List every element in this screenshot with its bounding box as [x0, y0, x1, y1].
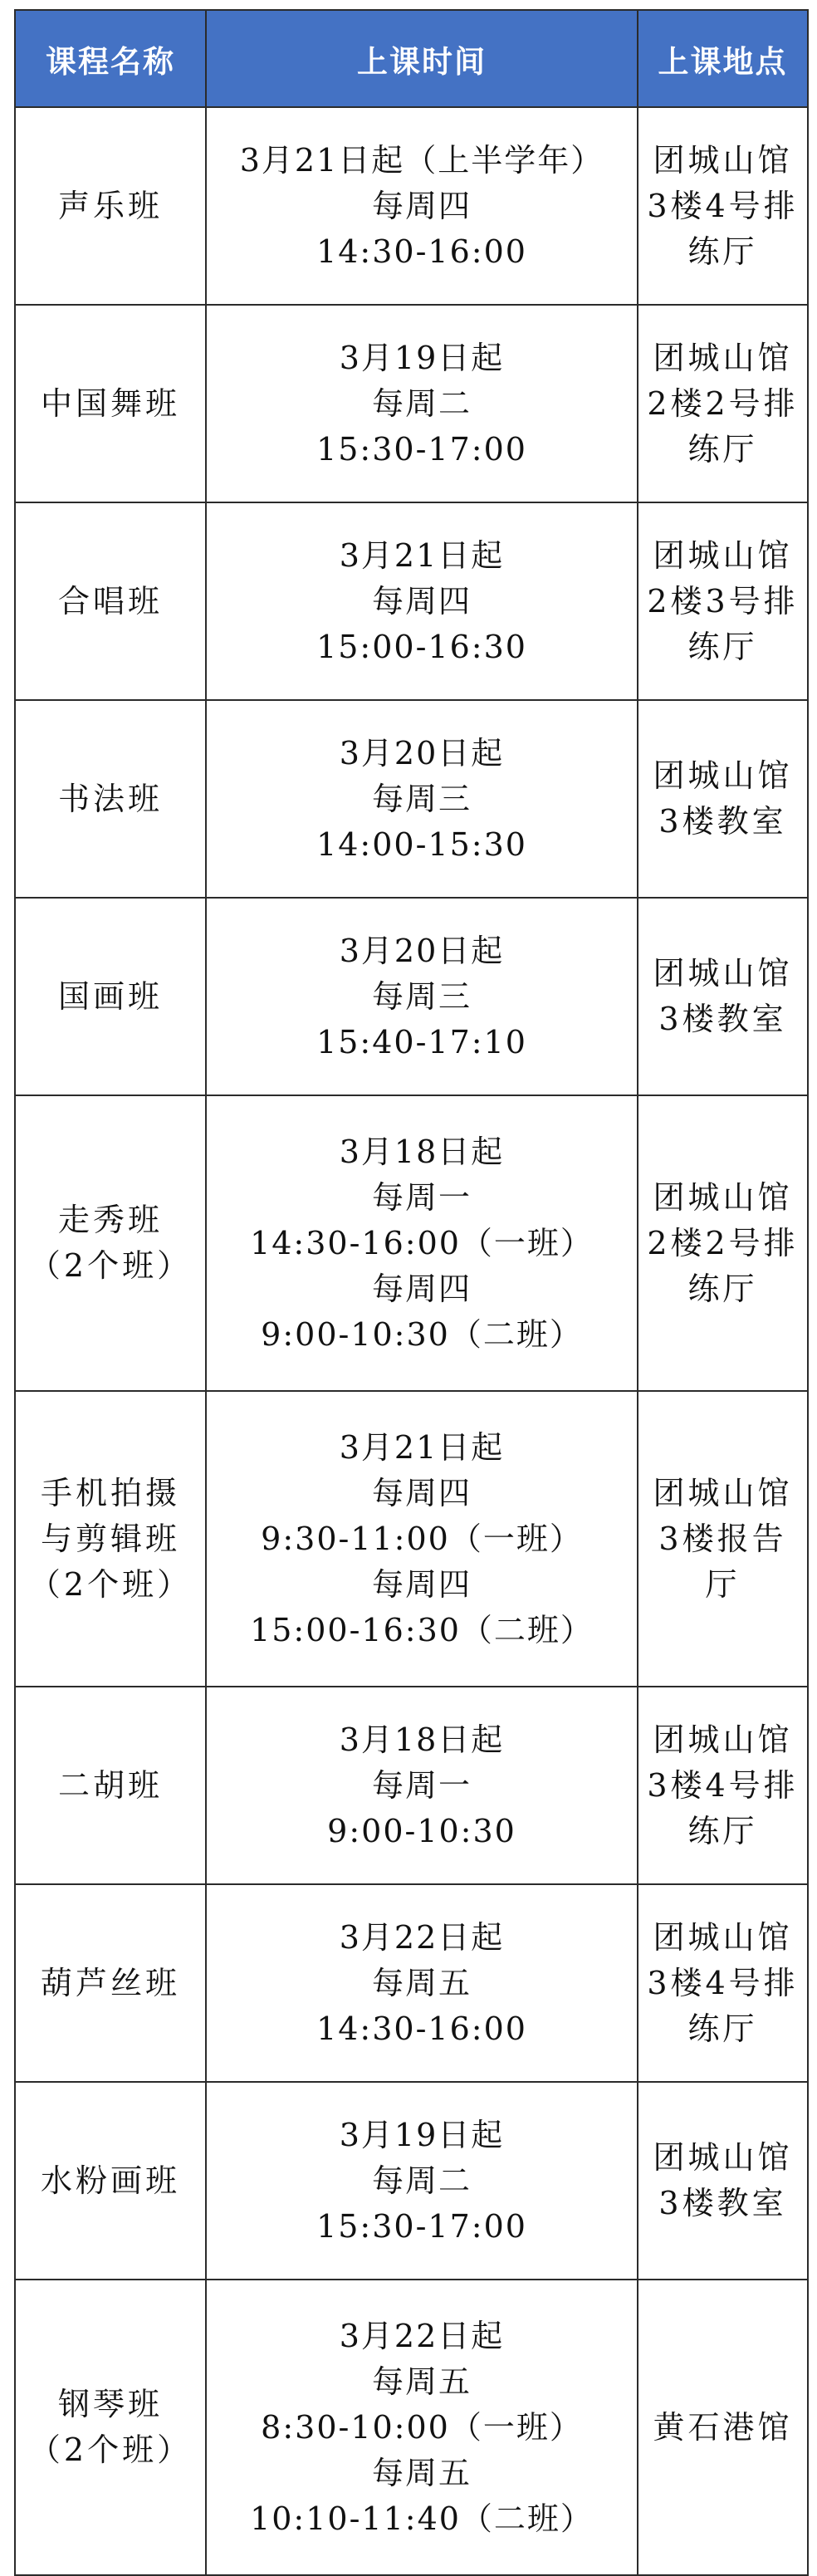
- course-name-line: 二胡班: [57, 1766, 163, 1804]
- course-name-line: 合唱班: [57, 582, 163, 620]
- course-name-line: 走秀班: [57, 1202, 163, 1238]
- class-place-line: 练厅: [687, 2010, 758, 2047]
- table-row: [15, 2082, 808, 2280]
- class-time-line: 3月21日起（上半学年）: [239, 141, 604, 179]
- class-place-cell: [638, 2082, 808, 2280]
- class-time-line: 3月18日起: [339, 1133, 505, 1170]
- class-time-cell: [206, 1095, 638, 1391]
- course-name-cell: [15, 107, 206, 305]
- class-time-cell: [206, 1687, 638, 1884]
- table-row: [15, 1095, 808, 1391]
- header-course-name: 课程名称: [15, 10, 206, 107]
- class-time-line: 每周四: [371, 1565, 472, 1603]
- course-name-cell: [15, 2082, 206, 2280]
- course-name-cell: [15, 1884, 206, 2082]
- class-place-line: 团城山馆: [653, 1918, 793, 1956]
- class-place-line: 3楼教室: [658, 1001, 787, 1037]
- class-time-cell: [206, 1391, 638, 1687]
- class-place-line: 团城山馆: [653, 757, 793, 794]
- class-time-line: 15:40-17:10: [316, 1023, 527, 1060]
- class-place-line: 3楼4号排: [647, 1964, 799, 2001]
- class-time-line: 每周四: [371, 187, 472, 224]
- class-time-line: 每周五: [371, 2454, 472, 2491]
- table-header-row: [15, 10, 808, 107]
- class-time-line: 9:00-10:30: [327, 1812, 516, 1849]
- class-time-line: 每周三: [371, 977, 472, 1015]
- class-place-cell: [638, 898, 808, 1095]
- table-row: [15, 1687, 808, 1884]
- table-row: [15, 898, 808, 1095]
- class-time-cell: [206, 502, 638, 700]
- class-time-cell: [206, 2082, 638, 2280]
- class-time-line: 每周一: [371, 1178, 472, 1216]
- course-name-line: 国画班: [57, 977, 163, 1015]
- class-place-line: 练厅: [687, 1812, 758, 1849]
- class-place-line: 团城山馆: [653, 536, 793, 574]
- class-time-cell: [206, 107, 638, 305]
- class-place-cell: [638, 700, 808, 898]
- class-time-line: 3月22日起: [339, 2317, 505, 2354]
- class-place-cell: [638, 1884, 808, 2082]
- class-time-line: 3月18日起: [339, 1721, 505, 1758]
- table-body: [15, 107, 808, 2575]
- class-time-line: 每周二: [371, 2162, 472, 2199]
- class-place-line: 3楼4号排: [647, 187, 799, 224]
- class-place-cell: [638, 2280, 808, 2575]
- course-name-line: 水粉画班: [40, 2162, 180, 2199]
- class-time-line: 3月21日起: [339, 536, 505, 574]
- course-name-cell: [15, 305, 206, 502]
- class-time-cell: [206, 2280, 638, 2575]
- course-name-line: 手机拍摄: [40, 1474, 180, 1511]
- class-time-line: 3月19日起: [339, 339, 505, 376]
- class-place-line: 3楼4号排: [647, 1766, 799, 1804]
- class-time-line: 14:00-15:30: [316, 825, 527, 863]
- course-name-line: （2个班）: [28, 2432, 193, 2468]
- class-place-line: 2楼3号排: [647, 582, 799, 620]
- class-place-line: 团城山馆: [653, 1721, 793, 1758]
- class-place-line: 团城山馆: [653, 1178, 793, 1216]
- header-class-place: 上课地点: [638, 10, 808, 107]
- class-time-line: 15:00-16:30: [316, 628, 527, 665]
- class-place-line: 团城山馆: [653, 141, 793, 179]
- class-time-cell: [206, 305, 638, 502]
- class-time-line: 8:30-10:00（一班）: [261, 2408, 583, 2446]
- class-time-line: 每周三: [371, 780, 472, 817]
- class-place-line: 3楼教室: [658, 2185, 787, 2221]
- course-name-line: 钢琴班: [57, 2386, 163, 2422]
- table-row: [15, 700, 808, 898]
- class-place-line: 团城山馆: [653, 339, 793, 376]
- class-time-line: 3月20日起: [339, 734, 505, 771]
- class-time-line: 15:00-16:30（二班）: [250, 1611, 594, 1648]
- table-row: [15, 107, 808, 305]
- class-time-line: 每周五: [371, 1964, 472, 2001]
- course-name-line: 书法班: [57, 780, 163, 817]
- header-class-time: 上课时间: [206, 10, 638, 107]
- course-name-line: 葫芦丝班: [40, 1964, 180, 2001]
- class-place-line: 练厅: [687, 233, 758, 270]
- class-time-line: 每周四: [371, 582, 472, 620]
- class-place-line: 团城山馆: [653, 955, 793, 992]
- table-row: [15, 2280, 808, 2575]
- class-place-cell: [638, 305, 808, 502]
- class-time-line: 3月21日起: [339, 1428, 505, 1466]
- class-time-line: 每周五: [371, 2363, 472, 2400]
- class-time-line: 每周四: [371, 1474, 472, 1511]
- class-time-line: 14:30-16:00（一班）: [250, 1224, 594, 1261]
- class-time-line: 3月20日起: [339, 932, 505, 969]
- class-place-line: 2楼2号排: [647, 1224, 799, 1261]
- class-place-cell: [638, 1391, 808, 1687]
- class-time-line: 10:10-11:40（二班）: [250, 2500, 594, 2537]
- class-time-line: 9:30-11:00（一班）: [261, 1520, 583, 1557]
- course-name-line: （2个班）: [28, 1247, 193, 1284]
- course-name-cell: [15, 1687, 206, 1884]
- course-name-cell: [15, 1095, 206, 1391]
- class-place-line: 团城山馆: [653, 2139, 793, 2176]
- class-place-cell: [638, 1095, 808, 1391]
- class-time-line: 每周二: [371, 384, 472, 422]
- class-place-line: 3楼教室: [658, 803, 787, 840]
- course-name-cell: [15, 700, 206, 898]
- class-place-cell: [638, 107, 808, 305]
- class-place-line: 练厅: [687, 1270, 758, 1307]
- course-name-line: （2个班）: [28, 1565, 193, 1603]
- course-name-cell: [15, 898, 206, 1095]
- class-place-line: 练厅: [687, 430, 758, 468]
- table-row: [15, 305, 808, 502]
- table-row: [15, 1884, 808, 2082]
- course-name-cell: [15, 2280, 206, 2575]
- course-name-line: 中国舞班: [40, 384, 180, 422]
- class-time-line: 14:30-16:00: [316, 233, 527, 270]
- class-time-line: 14:30-16:00: [316, 2010, 527, 2047]
- class-time-line: 9:00-10:30（二班）: [261, 1315, 583, 1353]
- class-time-cell: [206, 898, 638, 1095]
- course-name-line: 与剪辑班: [40, 1520, 180, 1557]
- class-time-line: 15:30-17:00: [316, 2207, 527, 2245]
- table-row: [15, 502, 808, 700]
- class-time-line: 3月19日起: [339, 2116, 505, 2153]
- class-time-line: 15:30-17:00: [316, 430, 527, 468]
- class-place-line: 3楼报告: [658, 1520, 787, 1557]
- course-name-cell: [15, 502, 206, 700]
- course-name-cell: [15, 1391, 206, 1687]
- course-name-line: 声乐班: [57, 187, 163, 224]
- class-place-line: 厅: [705, 1565, 741, 1603]
- class-time-line: 每周四: [371, 1270, 472, 1307]
- class-place-cell: [638, 1687, 808, 1884]
- class-time-cell: [206, 700, 638, 898]
- table-row: [15, 1391, 808, 1687]
- class-place-line: 黄石港馆: [653, 2408, 793, 2446]
- class-time-line: 3月22日起: [339, 1918, 505, 1956]
- class-place-line: 团城山馆: [653, 1474, 793, 1511]
- schedule-sheet: [14, 9, 807, 2576]
- course-schedule-table: [14, 9, 809, 2576]
- class-place-line: 练厅: [687, 628, 758, 665]
- class-time-cell: [206, 1884, 638, 2082]
- class-place-cell: [638, 502, 808, 700]
- class-place-line: 2楼2号排: [647, 384, 799, 422]
- class-time-line: 每周一: [371, 1766, 472, 1804]
